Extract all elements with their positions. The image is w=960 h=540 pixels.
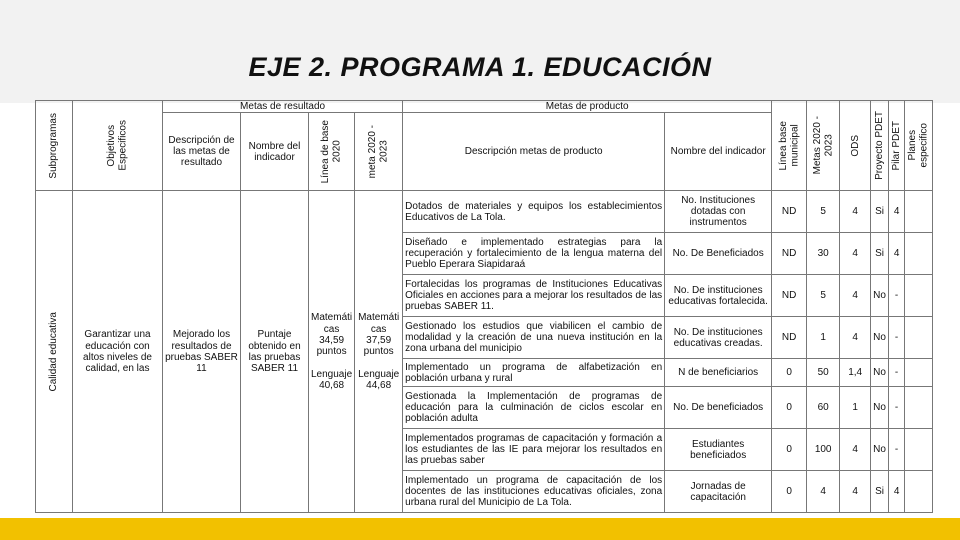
product-proyecto-pdet-4: No (871, 317, 889, 359)
product-ods-2: 4 (840, 233, 871, 275)
education-table (35, 100, 933, 513)
product-proyecto-pdet-6: No (871, 387, 889, 429)
header-nombre-indicador-producto: Nombre del indicador (665, 113, 772, 191)
product-desc-4: Gestionado los estudios que viabilicen el cambio de modalidad y la creación de una nueva institución en la zona urbana del municipio (403, 317, 665, 359)
product-indicator-7: Estudiantes beneficiados (665, 429, 772, 471)
product-indicator-3: No. De instituciones educativas fortalecida. (665, 275, 772, 317)
header-metas-2020-2023: Metas 2020 - 2023 (807, 101, 840, 191)
header-metas-resultado: Metas de resultado (163, 101, 403, 113)
product-meta-7: 100 (807, 429, 840, 471)
meta-resultado-cell: Matemáti cas 37,59 puntos Lenguaje 44,68 (355, 191, 403, 513)
product-ods-3: 4 (840, 275, 871, 317)
product-pilar-pdet-7: - (888, 429, 904, 471)
product-desc-8: Implementado un programa de capacitación de los docentes de las instituciones educativas oficiales, zona urbana rural del Municipio de La Tola. (403, 471, 665, 513)
header-ods: ODS (840, 101, 871, 191)
header-nombre-indicador-resultado: Nombre del indicador (241, 113, 309, 191)
product-linea-base-2: ND (772, 233, 807, 275)
product-planes-1 (905, 191, 933, 233)
product-meta-8: 4 (807, 471, 840, 513)
header-pilar-pdet: Pilar PDET (888, 101, 904, 191)
product-proyecto-pdet-8: Si (871, 471, 889, 513)
header-objetivos: Objetivos Especificos (73, 101, 163, 191)
product-linea-base-3: ND (772, 275, 807, 317)
product-proyecto-pdet-5: No (871, 359, 889, 387)
product-pilar-pdet-8: 4 (888, 471, 904, 513)
product-desc-6: Gestionada la Implementación de programas de educación para la culminación de ciclos escolar en población adulta (403, 387, 665, 429)
product-linea-base-5: 0 (772, 359, 807, 387)
product-proyecto-pdet-2: Si (871, 233, 889, 275)
header-planes-especifico: Planes especifico (905, 101, 933, 191)
product-pilar-pdet-3: - (888, 275, 904, 317)
product-meta-1: 5 (807, 191, 840, 233)
header-subprogramas: Subprogramas (36, 101, 73, 191)
product-linea-base-4: ND (772, 317, 807, 359)
product-planes-6 (905, 387, 933, 429)
product-ods-4: 4 (840, 317, 871, 359)
product-meta-6: 60 (807, 387, 840, 429)
product-pilar-pdet-6: - (888, 387, 904, 429)
product-planes-5 (905, 359, 933, 387)
header-desc-resultado: Descripción de las metas de resultado (163, 113, 241, 191)
product-planes-3 (905, 275, 933, 317)
product-ods-5: 1,4 (840, 359, 871, 387)
product-meta-5: 50 (807, 359, 840, 387)
product-indicator-1: No. Instituciones dotadas con instrumentos (665, 191, 772, 233)
product-linea-base-7: 0 (772, 429, 807, 471)
product-meta-3: 5 (807, 275, 840, 317)
product-desc-7: Implementados programas de capacitación y formación a los estudiantes de las IE para mejorar los resultados en las pruebas saber (403, 429, 665, 471)
product-desc-1: Dotados de materiales y equipos los establecimientos Educativos de La Tola. (403, 191, 665, 233)
subprograma-cell: Calidad educativa (36, 191, 73, 513)
product-indicator-5: N de beneficiarios (665, 359, 772, 387)
footer-bar (0, 518, 960, 540)
header-linea-base-2020: Línea de base 2020 (309, 113, 355, 191)
product-desc-2: Diseñado e implementado estrategias para la recuperación y fortalecimiento de la lengua materna del Pueblo Eperara Siapidaraá (403, 233, 665, 275)
objetivo-cell: Garantizar una educación con altos niveles de calidad, en las (73, 191, 163, 513)
indicador-resultado-cell: Puntaje obtenido en las pruebas SABER 11 (241, 191, 309, 513)
product-indicator-6: No. De beneficiados (665, 387, 772, 429)
header-linea-base-municipal: Línea base municipal (772, 101, 807, 191)
product-planes-7 (905, 429, 933, 471)
product-pilar-pdet-5: - (888, 359, 904, 387)
header-proyecto-pdet: Proyecto PDET (871, 101, 889, 191)
header-meta-2020-2023: meta 2020 - 2023 (355, 113, 403, 191)
product-proyecto-pdet-3: No (871, 275, 889, 317)
product-ods-7: 4 (840, 429, 871, 471)
desc-resultado-cell: Mejorado los resultados de pruebas SABER 11 (163, 191, 241, 513)
product-pilar-pdet-2: 4 (888, 233, 904, 275)
product-ods-6: 1 (840, 387, 871, 429)
product-desc-3: Fortalecidas los programas de Instituciones Educativas Oficiales en acciones para a mejorar los resultados de las pruebas SABER 11. (403, 275, 665, 317)
page-title: EJE 2. PROGRAMA 1. EDUCACIÓN (248, 52, 712, 82)
product-linea-base-8: 0 (772, 471, 807, 513)
product-pilar-pdet-4: - (888, 317, 904, 359)
product-meta-2: 30 (807, 233, 840, 275)
product-ods-8: 4 (840, 471, 871, 513)
product-planes-2 (905, 233, 933, 275)
product-ods-1: 4 (840, 191, 871, 233)
product-linea-base-1: ND (772, 191, 807, 233)
product-proyecto-pdet-7: No (871, 429, 889, 471)
product-indicator-8: Jornadas de capacitación (665, 471, 772, 513)
product-planes-4 (905, 317, 933, 359)
product-planes-8 (905, 471, 933, 513)
product-proyecto-pdet-1: Si (871, 191, 889, 233)
header-desc-producto: Descripción metas de producto (403, 113, 665, 191)
product-linea-base-6: 0 (772, 387, 807, 429)
product-desc-5: Implementado un programa de alfabetización en población urbana y rural (403, 359, 665, 387)
product-pilar-pdet-1: 4 (888, 191, 904, 233)
product-indicator-2: No. De Beneficiados (665, 233, 772, 275)
linea-base-resultado-cell: Matemáti cas 34,59 puntos Lenguaje 40,68 (309, 191, 355, 513)
product-meta-4: 1 (807, 317, 840, 359)
product-indicator-4: No. De instituciones educativas creadas. (665, 317, 772, 359)
header-metas-producto: Metas de producto (403, 101, 772, 113)
